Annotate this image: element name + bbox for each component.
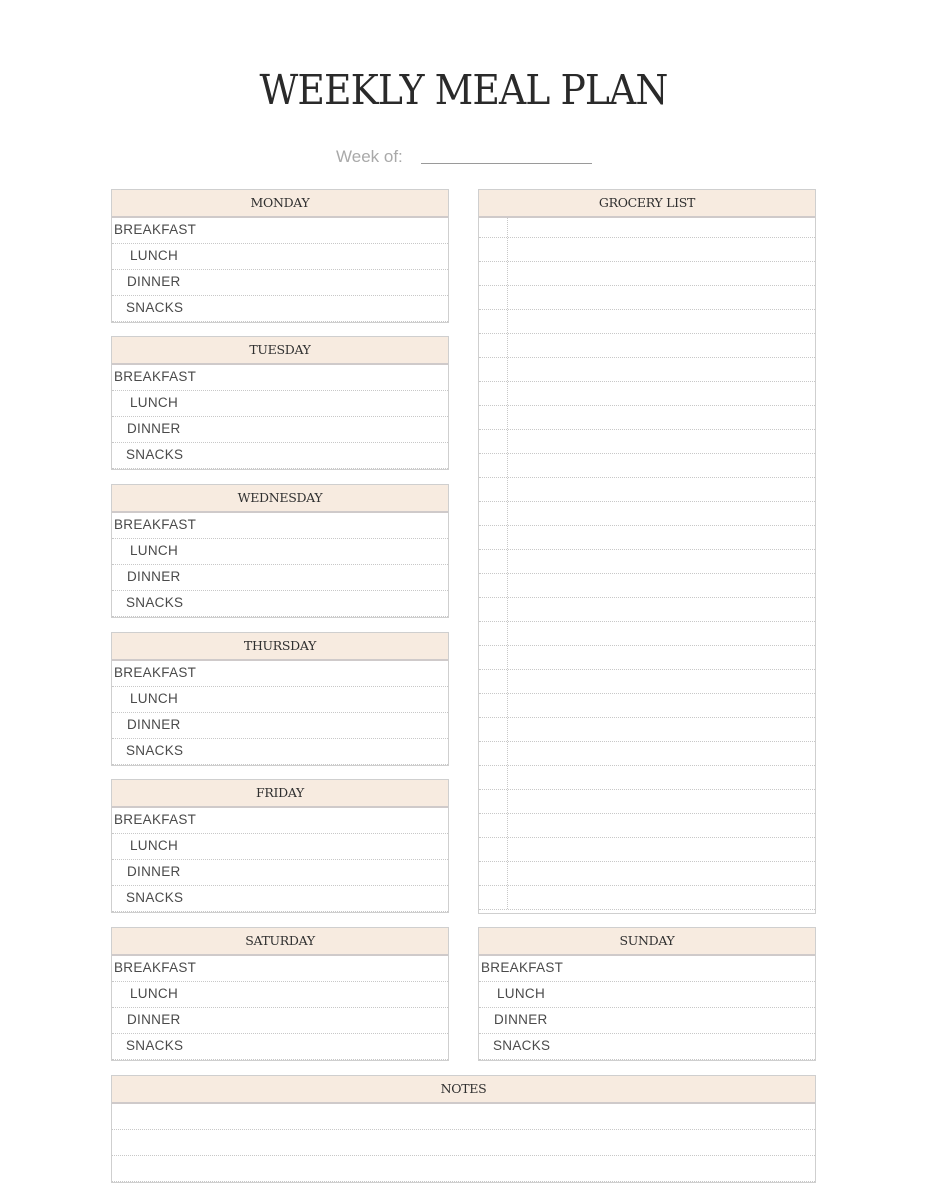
grocery-row[interactable] (479, 502, 815, 526)
day-header: TUESDAY (112, 337, 448, 365)
grocery-checkbox-divider (507, 790, 508, 813)
meal-label: BREAKFAST (114, 369, 197, 384)
meal-row-snacks[interactable] (112, 739, 448, 765)
meal-row-dinner[interactable] (112, 565, 448, 591)
notes-row[interactable] (112, 1130, 815, 1156)
grocery-checkbox-divider (507, 406, 508, 429)
grocery-row[interactable] (479, 814, 815, 838)
grocery-row[interactable] (479, 598, 815, 622)
meal-label: SNACKS (126, 890, 184, 905)
grocery-checkbox-divider (507, 838, 508, 861)
day-header: WEDNESDAY (112, 485, 448, 513)
day-block-friday (111, 779, 449, 913)
meal-row-breakfast[interactable] (112, 218, 448, 244)
meal-row-breakfast[interactable] (479, 956, 815, 982)
grocery-checkbox-divider (507, 286, 508, 309)
grocery-checkbox-divider (507, 718, 508, 741)
grocery-row[interactable] (479, 718, 815, 742)
meal-row-dinner[interactable] (112, 1008, 448, 1034)
meal-row-breakfast[interactable] (112, 956, 448, 982)
grocery-row[interactable] (479, 334, 815, 358)
grocery-row[interactable] (479, 862, 815, 886)
grocery-row[interactable] (479, 790, 815, 814)
meal-label: BREAKFAST (114, 665, 197, 680)
grocery-checkbox-divider (507, 502, 508, 525)
day-block-monday (111, 189, 449, 323)
notes-box (111, 1075, 816, 1183)
meal-label: SNACKS (126, 1038, 184, 1053)
meal-label: DINNER (127, 274, 181, 289)
meal-label: DINNER (127, 717, 181, 732)
day-block-sunday (478, 927, 816, 1061)
meal-label: SNACKS (126, 447, 184, 462)
grocery-row[interactable] (479, 478, 815, 502)
notes-header: NOTES (112, 1076, 815, 1104)
meal-label: LUNCH (130, 986, 179, 1001)
meal-label: LUNCH (130, 838, 179, 853)
meal-row-breakfast[interactable] (112, 365, 448, 391)
week-of-input-line[interactable] (421, 163, 592, 164)
day-header: MONDAY (112, 190, 448, 218)
meal-label: BREAKFAST (114, 517, 197, 532)
grocery-checkbox-divider (507, 310, 508, 333)
meal-row-lunch[interactable] (112, 391, 448, 417)
grocery-checkbox-divider (507, 382, 508, 405)
grocery-list-box (478, 189, 816, 914)
notes-row[interactable] (112, 1104, 815, 1130)
meal-row-snacks[interactable] (112, 591, 448, 617)
grocery-list-header: GROCERY LIST (479, 190, 815, 218)
grocery-checkbox-divider (507, 454, 508, 477)
grocery-row[interactable] (479, 766, 815, 790)
grocery-row[interactable] (479, 622, 815, 646)
day-header: THURSDAY (112, 633, 448, 661)
meal-label: BREAKFAST (481, 960, 564, 975)
grocery-checkbox-divider (507, 238, 508, 261)
grocery-checkbox-divider (507, 262, 508, 285)
meal-row-snacks[interactable] (112, 443, 448, 469)
grocery-checkbox-divider (507, 358, 508, 381)
notes-row[interactable] (112, 1156, 815, 1182)
grocery-row[interactable] (479, 382, 815, 406)
grocery-checkbox-divider (507, 478, 508, 501)
grocery-row[interactable] (479, 262, 815, 286)
day-block-tuesday (111, 336, 449, 470)
meal-label: LUNCH (130, 691, 179, 706)
meal-row-dinner[interactable] (112, 860, 448, 886)
meal-label: DINNER (127, 1012, 181, 1027)
meal-row-dinner[interactable] (112, 417, 448, 443)
grocery-checkbox-divider (507, 766, 508, 789)
day-header: SUNDAY (479, 928, 815, 956)
day-block-wednesday (111, 484, 449, 618)
grocery-row[interactable] (479, 526, 815, 550)
meal-row-breakfast[interactable] (112, 808, 448, 834)
grocery-checkbox-divider (507, 814, 508, 837)
day-block-thursday (111, 632, 449, 766)
week-of-label: Week of: (336, 147, 403, 166)
grocery-row[interactable] (479, 742, 815, 766)
grocery-checkbox-divider (507, 886, 508, 909)
meal-label: DINNER (494, 1012, 548, 1027)
meal-row-breakfast[interactable] (112, 513, 448, 539)
meal-row-dinner[interactable] (112, 713, 448, 739)
grocery-checkbox-divider (507, 218, 508, 237)
grocery-checkbox-divider (507, 646, 508, 669)
grocery-row[interactable] (479, 218, 815, 238)
day-header: FRIDAY (112, 780, 448, 808)
meal-row-lunch[interactable] (112, 687, 448, 713)
meal-row-lunch[interactable] (112, 834, 448, 860)
meal-row-lunch[interactable] (479, 982, 815, 1008)
grocery-checkbox-divider (507, 430, 508, 453)
meal-row-lunch[interactable] (112, 539, 448, 565)
meal-row-breakfast[interactable] (112, 661, 448, 687)
grocery-checkbox-divider (507, 670, 508, 693)
meal-row-snacks[interactable] (112, 1034, 448, 1060)
grocery-checkbox-divider (507, 526, 508, 549)
grocery-row[interactable] (479, 358, 815, 382)
grocery-row[interactable] (479, 286, 815, 310)
grocery-checkbox-divider (507, 550, 508, 573)
meal-label: LUNCH (130, 248, 179, 263)
meal-label: SNACKS (126, 300, 184, 315)
meal-row-snacks[interactable] (112, 296, 448, 322)
page-title: WEEKLY MEAL PLAN (259, 66, 668, 114)
meal-label: LUNCH (497, 986, 546, 1001)
grocery-checkbox-divider (507, 598, 508, 621)
grocery-row[interactable] (479, 454, 815, 478)
day-block-saturday (111, 927, 449, 1061)
meal-label: DINNER (127, 421, 181, 436)
meal-label: SNACKS (493, 1038, 551, 1053)
grocery-row[interactable] (479, 646, 815, 670)
day-header: SATURDAY (112, 928, 448, 956)
meal-label: BREAKFAST (114, 812, 197, 827)
grocery-checkbox-divider (507, 622, 508, 645)
grocery-row[interactable] (479, 406, 815, 430)
meal-row-lunch[interactable] (112, 244, 448, 270)
meal-row-dinner[interactable] (112, 270, 448, 296)
grocery-checkbox-divider (507, 742, 508, 765)
grocery-checkbox-divider (507, 334, 508, 357)
meal-row-snacks[interactable] (112, 886, 448, 912)
grocery-row[interactable] (479, 430, 815, 454)
grocery-row[interactable] (479, 694, 815, 718)
meal-label: LUNCH (130, 395, 179, 410)
grocery-row[interactable] (479, 838, 815, 862)
grocery-checkbox-divider (507, 862, 508, 885)
grocery-row[interactable] (479, 886, 815, 910)
grocery-row[interactable] (479, 574, 815, 598)
meal-row-snacks[interactable] (479, 1034, 815, 1060)
meal-row-lunch[interactable] (112, 982, 448, 1008)
grocery-checkbox-divider (507, 574, 508, 597)
grocery-row[interactable] (479, 238, 815, 262)
grocery-checkbox-divider (507, 694, 508, 717)
grocery-row[interactable] (479, 550, 815, 574)
meal-label: DINNER (127, 569, 181, 584)
grocery-row[interactable] (479, 670, 815, 694)
meal-row-dinner[interactable] (479, 1008, 815, 1034)
meal-label: LUNCH (130, 543, 179, 558)
meal-label: DINNER (127, 864, 181, 879)
grocery-row[interactable] (479, 310, 815, 334)
meal-label: BREAKFAST (114, 960, 197, 975)
meal-label: SNACKS (126, 595, 184, 610)
meal-label: SNACKS (126, 743, 184, 758)
meal-label: BREAKFAST (114, 222, 197, 237)
